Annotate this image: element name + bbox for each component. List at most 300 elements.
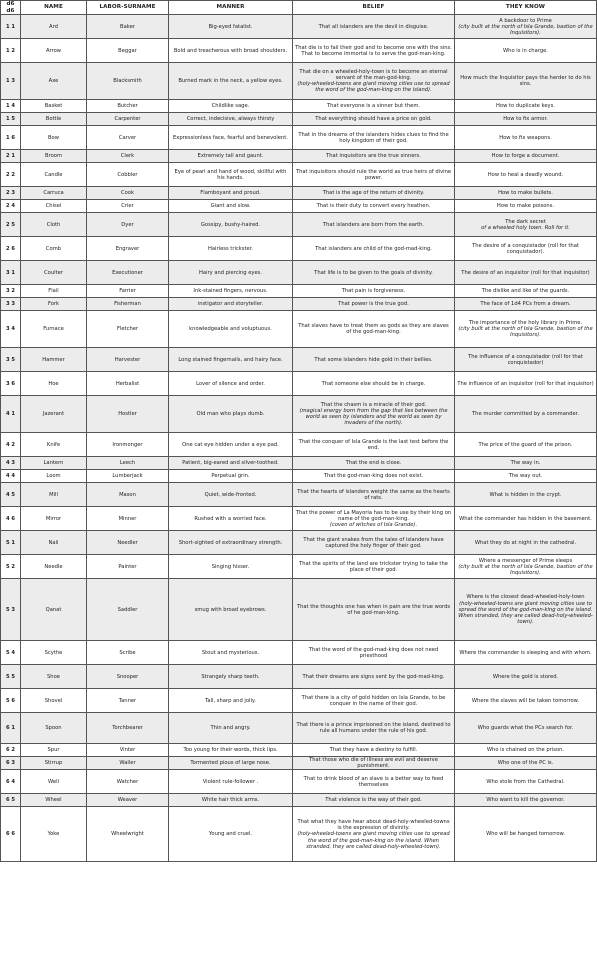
name-cell: Flail	[21, 285, 87, 298]
they-know-cell-line: The desire of an inquisitor (roll for that inquisitor)	[461, 269, 590, 276]
dice-cell: 5 1	[1, 531, 21, 555]
labor-surname-cell: Cobbler	[87, 163, 169, 187]
dice-cell: 4 3	[1, 457, 21, 470]
table-row	[1, 531, 597, 555]
table-row	[1, 163, 597, 187]
belief-cell-line: That they have a destiny to fulfill.	[329, 747, 418, 754]
labor-surname-cell: Beggar	[87, 39, 169, 63]
dice-cell: 3 1	[1, 261, 21, 285]
they-know-cell	[455, 126, 597, 150]
dice-cell: 5 6	[1, 689, 21, 713]
manner-cell: Quiet, wide-fronted.	[169, 483, 293, 507]
labor-surname-cell: Crier	[87, 200, 169, 213]
manner-cell: Patient, big-eared and silver-toothed.	[169, 457, 293, 470]
name-cell: Carruca	[21, 187, 87, 200]
name-cell: Hoe	[21, 372, 87, 396]
they-know-cell-line: How to make poisons.	[496, 203, 555, 210]
name-cell: Bottle	[21, 113, 87, 126]
they-know-cell	[455, 531, 597, 555]
table-row	[1, 372, 597, 396]
they-know-cell	[455, 579, 597, 641]
belief-cell-line: That the thoughts one has when in pain are the true words of he god-man-king.	[296, 603, 451, 616]
they-know-cell	[455, 757, 597, 770]
they-know-cell-line: The price of the guard of the prison.	[478, 441, 573, 448]
belief-cell-line: That everything should have a price on gold.	[315, 116, 432, 123]
labor-surname-cell: Lumberjack	[87, 470, 169, 483]
dice-cell: 3 4	[1, 311, 21, 348]
manner-cell: Too young for their words, thick lips.	[169, 744, 293, 757]
they-know-cell-line: The influence of a conquistador (roll for that conquistador)	[468, 353, 583, 366]
labor-surname-cell: Herbalist	[87, 372, 169, 396]
labor-surname-cell: Tanner	[87, 689, 169, 713]
they-know-cell	[455, 507, 597, 531]
belief-cell	[293, 713, 455, 744]
belief-cell-line: That the hearts of islanders weight the same as the hearts of rats.	[297, 488, 450, 501]
labor-surname-cell: Executioner	[87, 261, 169, 285]
belief-cell	[293, 531, 455, 555]
labor-surname-cell: Engraver	[87, 237, 169, 261]
belief-cell-line: That in the dreams of the islanders hides clues to find the holy kingdom of their god.	[298, 131, 449, 144]
table-row	[1, 757, 597, 770]
manner-cell: Giant and slow.	[169, 200, 293, 213]
table-row	[1, 483, 597, 507]
labor-surname-cell: Leech	[87, 457, 169, 470]
labor-surname-cell: Saddler	[87, 579, 169, 641]
belief-cell	[293, 63, 455, 100]
dice-cell: 5 2	[1, 555, 21, 579]
they-know-cell	[455, 807, 597, 862]
labor-surname-cell: Torchbearer	[87, 713, 169, 744]
table-row	[1, 507, 597, 531]
belief-cell	[293, 641, 455, 665]
name-cell: Yoke	[21, 807, 87, 862]
belief-cell-line: That the conquer of Isla Grande is the last test before the end.	[298, 438, 449, 451]
name-cell: Qanat	[21, 579, 87, 641]
manner-cell: instigator and storyteller.	[169, 298, 293, 311]
belief-cell-line: (coven of witches of Isla Grande).	[329, 521, 418, 528]
table-row	[1, 285, 597, 298]
dice-cell: 6 5	[1, 794, 21, 807]
they-know-cell-line: The dislike and like of the guards.	[481, 288, 570, 295]
table-row	[1, 348, 597, 372]
belief-cell	[293, 126, 455, 150]
they-know-cell-line: How to heal a deadly wound.	[487, 171, 564, 178]
they-know-cell	[455, 713, 597, 744]
belief-cell	[293, 457, 455, 470]
manner-cell: Expressionless face, fearful and benevolent.	[169, 126, 293, 150]
belief-cell-line: That the word of the god-mad-king does not need priesthood	[308, 646, 439, 659]
table-row	[1, 713, 597, 744]
belief-cell-line: That the power of La Mayoria has to be use by their king on name of the god-man-king.	[295, 509, 452, 522]
table-row	[1, 298, 597, 311]
belief-cell-line: That the spirits of the land are trickster trying to take the place of their god.	[299, 560, 448, 573]
dice-cell: 6 1	[1, 713, 21, 744]
labor-surname-cell: Snooper	[87, 665, 169, 689]
name-cell: Coulter	[21, 261, 87, 285]
belief-cell-line: That is their duty to convert every heathen.	[316, 203, 431, 210]
belief-cell	[293, 213, 455, 237]
table-row	[1, 689, 597, 713]
name-cell: Hammer	[21, 348, 87, 372]
dice-cell: 2 2	[1, 163, 21, 187]
belief-cell-line: That the giant snakes from the tales of islanders have captured the holy finger of their god.	[303, 536, 444, 549]
header-labor-surname: LABOR-SURNAME	[87, 1, 169, 15]
name-cell: Chisel	[21, 200, 87, 213]
manner-cell: Childlike sage.	[169, 100, 293, 113]
belief-cell	[293, 555, 455, 579]
manner-cell: Young and cruel.	[169, 807, 293, 862]
manner-cell: Hairy and piercing eyes.	[169, 261, 293, 285]
belief-cell-line: That is the age of the return of divinity.	[322, 190, 425, 197]
they-know-cell	[455, 744, 597, 757]
dice-cell: 2 6	[1, 237, 21, 261]
belief-cell	[293, 579, 455, 641]
they-know-cell	[455, 348, 597, 372]
they-know-cell	[455, 770, 597, 794]
belief-cell	[293, 757, 455, 770]
they-know-cell	[455, 396, 597, 433]
belief-cell	[293, 311, 455, 348]
dice-cell: 6 3	[1, 757, 21, 770]
belief-cell-line: (magical energy born from the gap that lies between the world as seen by islanders and the world as seen by invaders of the north).	[299, 408, 448, 427]
belief-cell-line: That slaves have to treat them as gods as they are slaves of the god-man-king.	[298, 323, 449, 336]
table-row	[1, 457, 597, 470]
labor-surname-cell: Butcher	[87, 100, 169, 113]
name-cell: Jazerant	[21, 396, 87, 433]
name-cell: Mill	[21, 483, 87, 507]
they-know-cell-line: Who stole from the Cathedral.	[486, 778, 565, 785]
they-know-cell-line: What the commander has hidden in the basement.	[459, 515, 592, 522]
table-row	[1, 579, 597, 641]
they-know-cell-line: Who want to kill the governor.	[486, 797, 565, 804]
dice-cell: 1 2	[1, 39, 21, 63]
they-know-cell-line: How to duplicate keys.	[496, 103, 555, 110]
manner-cell: Thin and angry.	[169, 713, 293, 744]
manner-cell: Correct, indecisive, always thirsty	[169, 113, 293, 126]
they-know-cell-line: The murder committed by a commander.	[472, 411, 579, 418]
they-know-cell-line: How to make bullets.	[498, 190, 553, 197]
belief-cell	[293, 15, 455, 39]
table-row	[1, 641, 597, 665]
belief-cell-line: (holy-wheeled-towns are giant moving cities use to spread the word of the god-man-king on the island).	[297, 81, 450, 94]
they-know-cell	[455, 39, 597, 63]
belief-cell-line: That all islanders are the devil in disguise.	[318, 23, 429, 30]
name-cell: Wheel	[21, 794, 87, 807]
name-cell: Well	[21, 770, 87, 794]
labor-surname-cell: Dyer	[87, 213, 169, 237]
belief-cell	[293, 470, 455, 483]
manner-cell: Rushed with a worried face.	[169, 507, 293, 531]
dice-cell: 1 6	[1, 126, 21, 150]
they-know-cell	[455, 311, 597, 348]
dice-cell: 5 5	[1, 665, 21, 689]
name-cell: Needle	[21, 555, 87, 579]
table-row	[1, 15, 597, 39]
header-belief: BELIEF	[293, 1, 455, 15]
name-cell: Cloth	[21, 213, 87, 237]
table-row	[1, 770, 597, 794]
table-row	[1, 126, 597, 150]
belief-cell-line: That die is to fail their god and to become one with the sins. That to become immortal is to serve the god-man-king.	[295, 44, 452, 57]
manner-cell: Strangely sharp teeth.	[169, 665, 293, 689]
dice-cell: 2 5	[1, 213, 21, 237]
labor-surname-cell: Harvester	[87, 348, 169, 372]
manner-cell: Short-sighted of extraordinary strength.	[169, 531, 293, 555]
dice-cell: 1 4	[1, 100, 21, 113]
they-know-cell	[455, 113, 597, 126]
they-know-cell-line: (city built at the north of Isla Grande, bastion of the Inquisitors).	[458, 563, 593, 576]
they-know-cell	[455, 665, 597, 689]
they-know-cell-line: Who one of the PC is.	[497, 760, 554, 767]
manner-cell: Long stained fingernails, and hairy face.	[169, 348, 293, 372]
table-header-row	[1, 1, 597, 15]
labor-surname-cell: Farrier	[87, 285, 169, 298]
name-cell: Lantern	[21, 457, 87, 470]
belief-cell-line: That life is to be given to the goals of divinity.	[314, 269, 433, 276]
manner-cell: Old man who plays dumb.	[169, 396, 293, 433]
belief-cell	[293, 689, 455, 713]
belief-cell-line: That the god-man-king does not exist.	[323, 473, 424, 480]
name-cell: Bow	[21, 126, 87, 150]
manner-cell: Bold and treacherous with broad shoulders.	[169, 39, 293, 63]
belief-cell	[293, 285, 455, 298]
labor-surname-cell: Painter	[87, 555, 169, 579]
they-know-cell	[455, 261, 597, 285]
belief-cell-line: That to drink blood of an slave is a better way to feed themselves	[303, 775, 444, 788]
they-know-cell	[455, 641, 597, 665]
manner-cell: Violent rule-follower .	[169, 770, 293, 794]
name-cell: Stirrup	[21, 757, 87, 770]
belief-cell-line: That everyone is a sinner but them.	[326, 103, 421, 110]
manner-cell: Ink-stained fingers, nervous.	[169, 285, 293, 298]
belief-cell	[293, 150, 455, 163]
manner-cell: White hair thick arms.	[169, 794, 293, 807]
labor-surname-cell: Needler	[87, 531, 169, 555]
belief-cell-line: That violence is the way of their god.	[325, 797, 422, 804]
dice-cell: 4 2	[1, 433, 21, 457]
they-know-cell-line: The dark secret	[505, 218, 546, 225]
dice-cell: 5 4	[1, 641, 21, 665]
manner-cell: Gossipy, bushy-haired.	[169, 213, 293, 237]
they-know-cell	[455, 213, 597, 237]
labor-surname-cell: Blacksmith	[87, 63, 169, 100]
table-row	[1, 39, 597, 63]
labor-surname-cell: Ironmonger	[87, 433, 169, 457]
labor-surname-cell: Baker	[87, 15, 169, 39]
they-know-cell-line: How much the Inquisitor pays the herder to do his sins.	[460, 75, 591, 88]
table-row	[1, 100, 597, 113]
name-cell: Candle	[21, 163, 87, 187]
they-know-cell-line: (city built at the north of Isla Grande, bastion of the Inquisitors).	[458, 326, 593, 339]
dice-cell: 3 2	[1, 285, 21, 298]
belief-cell	[293, 483, 455, 507]
belief-cell-line: That the end is close.	[345, 460, 402, 467]
table-row	[1, 261, 597, 285]
table-row	[1, 311, 597, 348]
belief-cell-line: That inquisitors should rule the world as true heirs of divine power.	[295, 168, 452, 181]
they-know-cell-line: The face of 1d4 PCs from a dream.	[480, 301, 571, 308]
they-know-cell-line: (city built at the north of Isla Grande, bastion of the Inquisitors).	[458, 23, 593, 36]
they-know-cell	[455, 200, 597, 213]
they-know-cell	[455, 285, 597, 298]
they-know-cell-line: The way in.	[510, 460, 541, 467]
belief-cell	[293, 665, 455, 689]
they-know-cell	[455, 470, 597, 483]
dice-cell: 4 1	[1, 396, 21, 433]
they-know-cell-line: Where the slaves will be taken tomorrow.	[471, 697, 580, 704]
name-cell: Fork	[21, 298, 87, 311]
they-know-cell-line: How to fix armor.	[503, 116, 548, 123]
table-row	[1, 433, 597, 457]
name-cell: Furnace	[21, 311, 87, 348]
manner-cell: Hairless trickster.	[169, 237, 293, 261]
belief-cell	[293, 200, 455, 213]
belief-cell	[293, 39, 455, 63]
belief-cell-line: That islanders are child of the god-mad-king.	[315, 245, 432, 252]
they-know-cell	[455, 150, 597, 163]
they-know-cell	[455, 433, 597, 457]
they-know-cell-line: A backdoor to Prime	[499, 17, 552, 24]
they-know-cell-line: The desire of a conquistador (roll for that conquistador).	[472, 242, 579, 255]
they-know-cell	[455, 187, 597, 200]
belief-cell	[293, 100, 455, 113]
dice-cell: 1 1	[1, 15, 21, 39]
dice-cell: 2 4	[1, 200, 21, 213]
manner-cell: One cat eye hidden under a eye pad.	[169, 433, 293, 457]
they-know-cell	[455, 100, 597, 113]
header-dice: d6 d6	[1, 1, 21, 15]
table-row	[1, 807, 597, 862]
dice-cell: 3 3	[1, 298, 21, 311]
manner-cell: Tormented pious of large nose.	[169, 757, 293, 770]
table-row	[1, 150, 597, 163]
they-know-cell	[455, 555, 597, 579]
table-row	[1, 200, 597, 213]
dice-cell: 6 6	[1, 807, 21, 862]
header-they-know: THEY KNOW	[455, 1, 597, 15]
labor-surname-cell: Waller	[87, 757, 169, 770]
dice-cell: 1 3	[1, 63, 21, 100]
table-row	[1, 744, 597, 757]
they-know-cell-line: How to forge a document.	[491, 153, 560, 160]
they-know-cell	[455, 794, 597, 807]
belief-cell	[293, 372, 455, 396]
they-know-cell	[455, 372, 597, 396]
labor-surname-cell: Vinter	[87, 744, 169, 757]
they-know-cell-line: What they do at night in the cathedral.	[474, 539, 577, 546]
belief-cell-line: That there is a city of gold hidden on Isla Grande, to be conquer in the name of their god.	[301, 694, 446, 707]
name-cell: Comb	[21, 237, 87, 261]
name-cell: Mirror	[21, 507, 87, 531]
belief-cell-line: That inquisitors are the true sinners.	[326, 153, 421, 160]
labor-surname-cell: Minner	[87, 507, 169, 531]
they-know-cell-line: Where the commander is sleeping and with whom.	[459, 649, 592, 656]
table-row	[1, 665, 597, 689]
manner-cell: smug with broad eyebrows.	[169, 579, 293, 641]
belief-cell-line: That die on a wheeled-holy-town is to become an eternal servant of the man-god-king.	[299, 68, 448, 82]
belief-cell-line: That the chasm is a miracle of their god.	[320, 401, 427, 408]
belief-cell-line: That there is a prince imprisoned on the island, destined to rule all humans under the rule of his god.	[296, 722, 451, 735]
name-cell: Spur	[21, 744, 87, 757]
name-cell: Scythe	[21, 641, 87, 665]
table-row	[1, 213, 597, 237]
belief-cell	[293, 507, 455, 531]
they-know-cell	[455, 163, 597, 187]
manner-cell: Eye of pearl and hand of wood, skillful with his hands.	[169, 163, 293, 187]
belief-cell	[293, 794, 455, 807]
labor-surname-cell: Carver	[87, 126, 169, 150]
manner-cell: Singing hisser.	[169, 555, 293, 579]
they-know-cell	[455, 483, 597, 507]
dice-cell: 2 1	[1, 150, 21, 163]
labor-surname-cell: Hostler	[87, 396, 169, 433]
belief-cell	[293, 744, 455, 757]
manner-cell: Perpetual grin.	[169, 470, 293, 483]
belief-cell	[293, 187, 455, 200]
they-know-cell	[455, 15, 597, 39]
dice-cell: 6 4	[1, 770, 21, 794]
belief-cell-line: That pain is forgiveness.	[341, 288, 406, 295]
dice-cell: 2 3	[1, 187, 21, 200]
header-manner: MANNER	[169, 1, 293, 15]
manner-cell: Flamboyant and proud.	[169, 187, 293, 200]
they-know-cell-line: Who is in charge.	[503, 47, 548, 54]
name-cell: Arrow	[21, 39, 87, 63]
belief-cell-line: (holy-wheeled-towns are giant moving cities use to spread the word of the god-man-king on the island. When stranded, they are called dead-holy-wheeled-town).	[297, 831, 450, 850]
labor-surname-cell: Clerk	[87, 150, 169, 163]
they-know-cell-line: Where is the closest dead-wheeled-holy-town	[466, 594, 585, 601]
belief-cell-line: That those who die of illness are evil and deserve punishment.	[309, 757, 438, 770]
belief-cell	[293, 261, 455, 285]
they-know-cell-line: The way out.	[508, 473, 543, 480]
dice-cell: 4 4	[1, 470, 21, 483]
labor-surname-cell: Watcher	[87, 770, 169, 794]
belief-cell	[293, 237, 455, 261]
belief-cell-line: That islanders are born from the earth.	[322, 221, 425, 228]
belief-cell	[293, 770, 455, 794]
belief-cell	[293, 163, 455, 187]
labor-surname-cell: Fisherman	[87, 298, 169, 311]
they-know-cell-line: The influence of an inquisitor (roll for that inquisitor)	[457, 380, 594, 387]
belief-cell	[293, 113, 455, 126]
name-cell: Shovel	[21, 689, 87, 713]
dice-cell: 4 5	[1, 483, 21, 507]
labor-surname-cell: Fletcher	[87, 311, 169, 348]
manner-cell: Lover of silence and order.	[169, 372, 293, 396]
belief-cell	[293, 807, 455, 862]
belief-cell-line: That some islanders hide gold in their bellies.	[314, 356, 433, 363]
belief-cell	[293, 298, 455, 311]
table-row	[1, 555, 597, 579]
name-cell: Broom	[21, 150, 87, 163]
they-know-cell-line: Where the gold is stored.	[492, 673, 559, 680]
name-cell: Loom	[21, 470, 87, 483]
table-row	[1, 794, 597, 807]
they-know-cell-line: Who is chained on the prison.	[486, 747, 565, 754]
belief-cell-line: That their dreams are signs sent by the god-mad-king.	[302, 673, 445, 680]
labor-surname-cell: Carpenter	[87, 113, 169, 126]
labor-surname-cell: Weaver	[87, 794, 169, 807]
manner-cell: Burned mark in the neck, a yellow eyes.	[169, 63, 293, 100]
name-cell: Basket	[21, 100, 87, 113]
dice-cell: 5 3	[1, 579, 21, 641]
labor-surname-cell: Scribe	[87, 641, 169, 665]
belief-cell-line: That power is the true god.	[338, 301, 409, 308]
header-name: NAME	[21, 1, 87, 15]
manner-cell: knowledgeable and voluptuous.	[169, 311, 293, 348]
name-cell: Shoe	[21, 665, 87, 689]
they-know-cell	[455, 298, 597, 311]
